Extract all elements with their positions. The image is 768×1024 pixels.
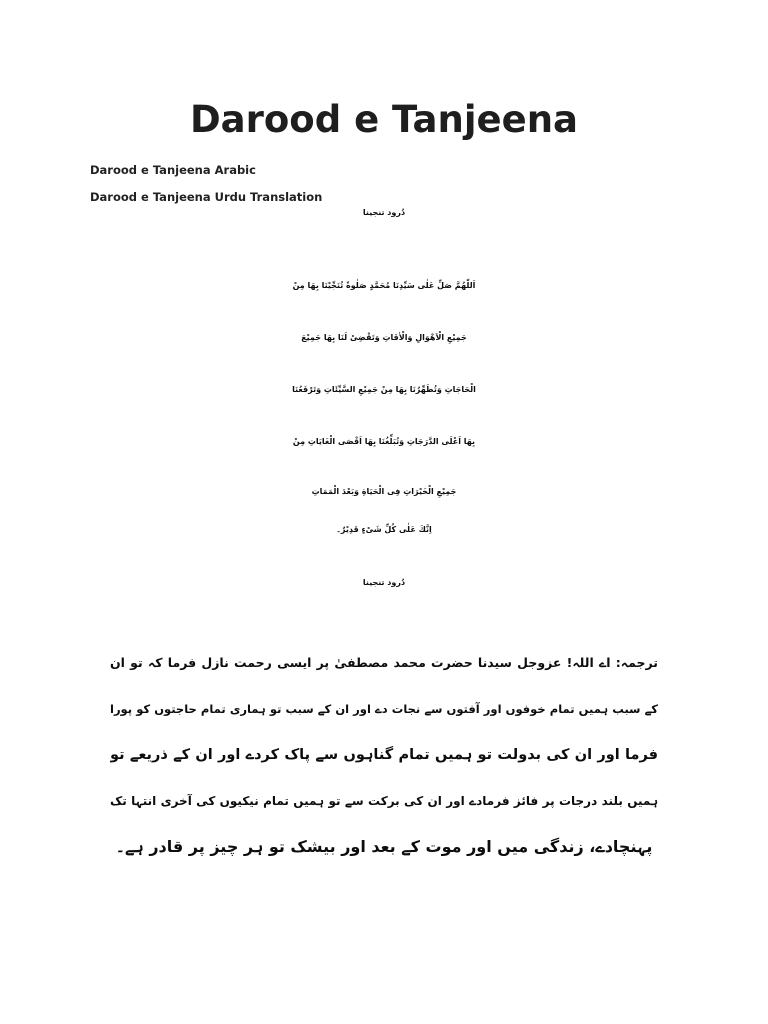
urdu-translation — [110, 640, 658, 870]
urdu-line-5: پہنچادے، زندگی میں اور موت کے بعد اور بیشک تو ہر چیز پر قادر ہے۔ — [115, 837, 653, 856]
link-arabic[interactable]: Darood e Tanjeena Arabic — [90, 163, 256, 177]
urdu-line-3: فرما اور ان کی بدولت تو ہمیں تمام گناہوں سے پاک کردے اور ان کے ذریعے تو — [110, 747, 658, 763]
arabic-line-3: الْحَاجَاتِ وَتُطَهِّرُنَا بِهَا مِنْ جَمِيْعِ السَّيِّئَاتِ وَتَرْفَعُنَا — [292, 385, 476, 394]
urdu-line-2: کے سبب ہمیں تمام خوفوں اور آفتوں سے نجات دے اور ان کے سبب تو ہماری تمام حاجتوں کو پورا — [110, 702, 658, 716]
arabic-heading: دُرود تنجینا — [362, 208, 406, 217]
arabic-line-5: جَمِيْعِ الْخَيْرَاتِ فِى الْحَيَاةِ وَبَعْدَ الْمَمَاتِ — [311, 487, 457, 496]
arabic-closing: اِنَّكَ عَلٰى كُلِّ شَىْءٍ قَدِيْرٌ۔ — [336, 525, 432, 534]
arabic-line-1: اَللّٰهُمَّ صَلِّ عَلٰى سَيِّدِنَا مُحَمَّدٍ صَلٰوةً تُنَجِّيْنَا بِهَا مِنْ — [292, 281, 476, 290]
urdu-heading: دُرود تنجینا — [362, 578, 406, 587]
urdu-line-1: ترجمہ: اے اللہ! عزوجل سیدنا حضرت محمد مصطفیٰ پر ایسی رحمت نازل فرما کہ تو ان — [110, 655, 658, 670]
link-urdu-translation[interactable]: Darood e Tanjeena Urdu Translation — [90, 190, 323, 204]
urdu-line-4: ہمیں بلند درجات پر فائز فرمادے اور ان کی برکت سے تو ہمیں تمام نیکیوں کی آخری انتہا تک — [110, 794, 658, 808]
arabic-line-2: جَمِيْعِ الْاَهْوَالِ وَالْاٰفَاتِ وَتَقْضِىْ لَنَا بِهَا جَمِيْعَ — [301, 333, 467, 342]
page-title: Darood e Tanjeena — [189, 98, 579, 141]
arabic-line-4: بِهَا اَعْلَى الدَّرَجَاتِ وَتُبَلِّغُنَا بِهَا اَقْصَى الْغَايَاتِ مِنْ — [292, 437, 476, 446]
